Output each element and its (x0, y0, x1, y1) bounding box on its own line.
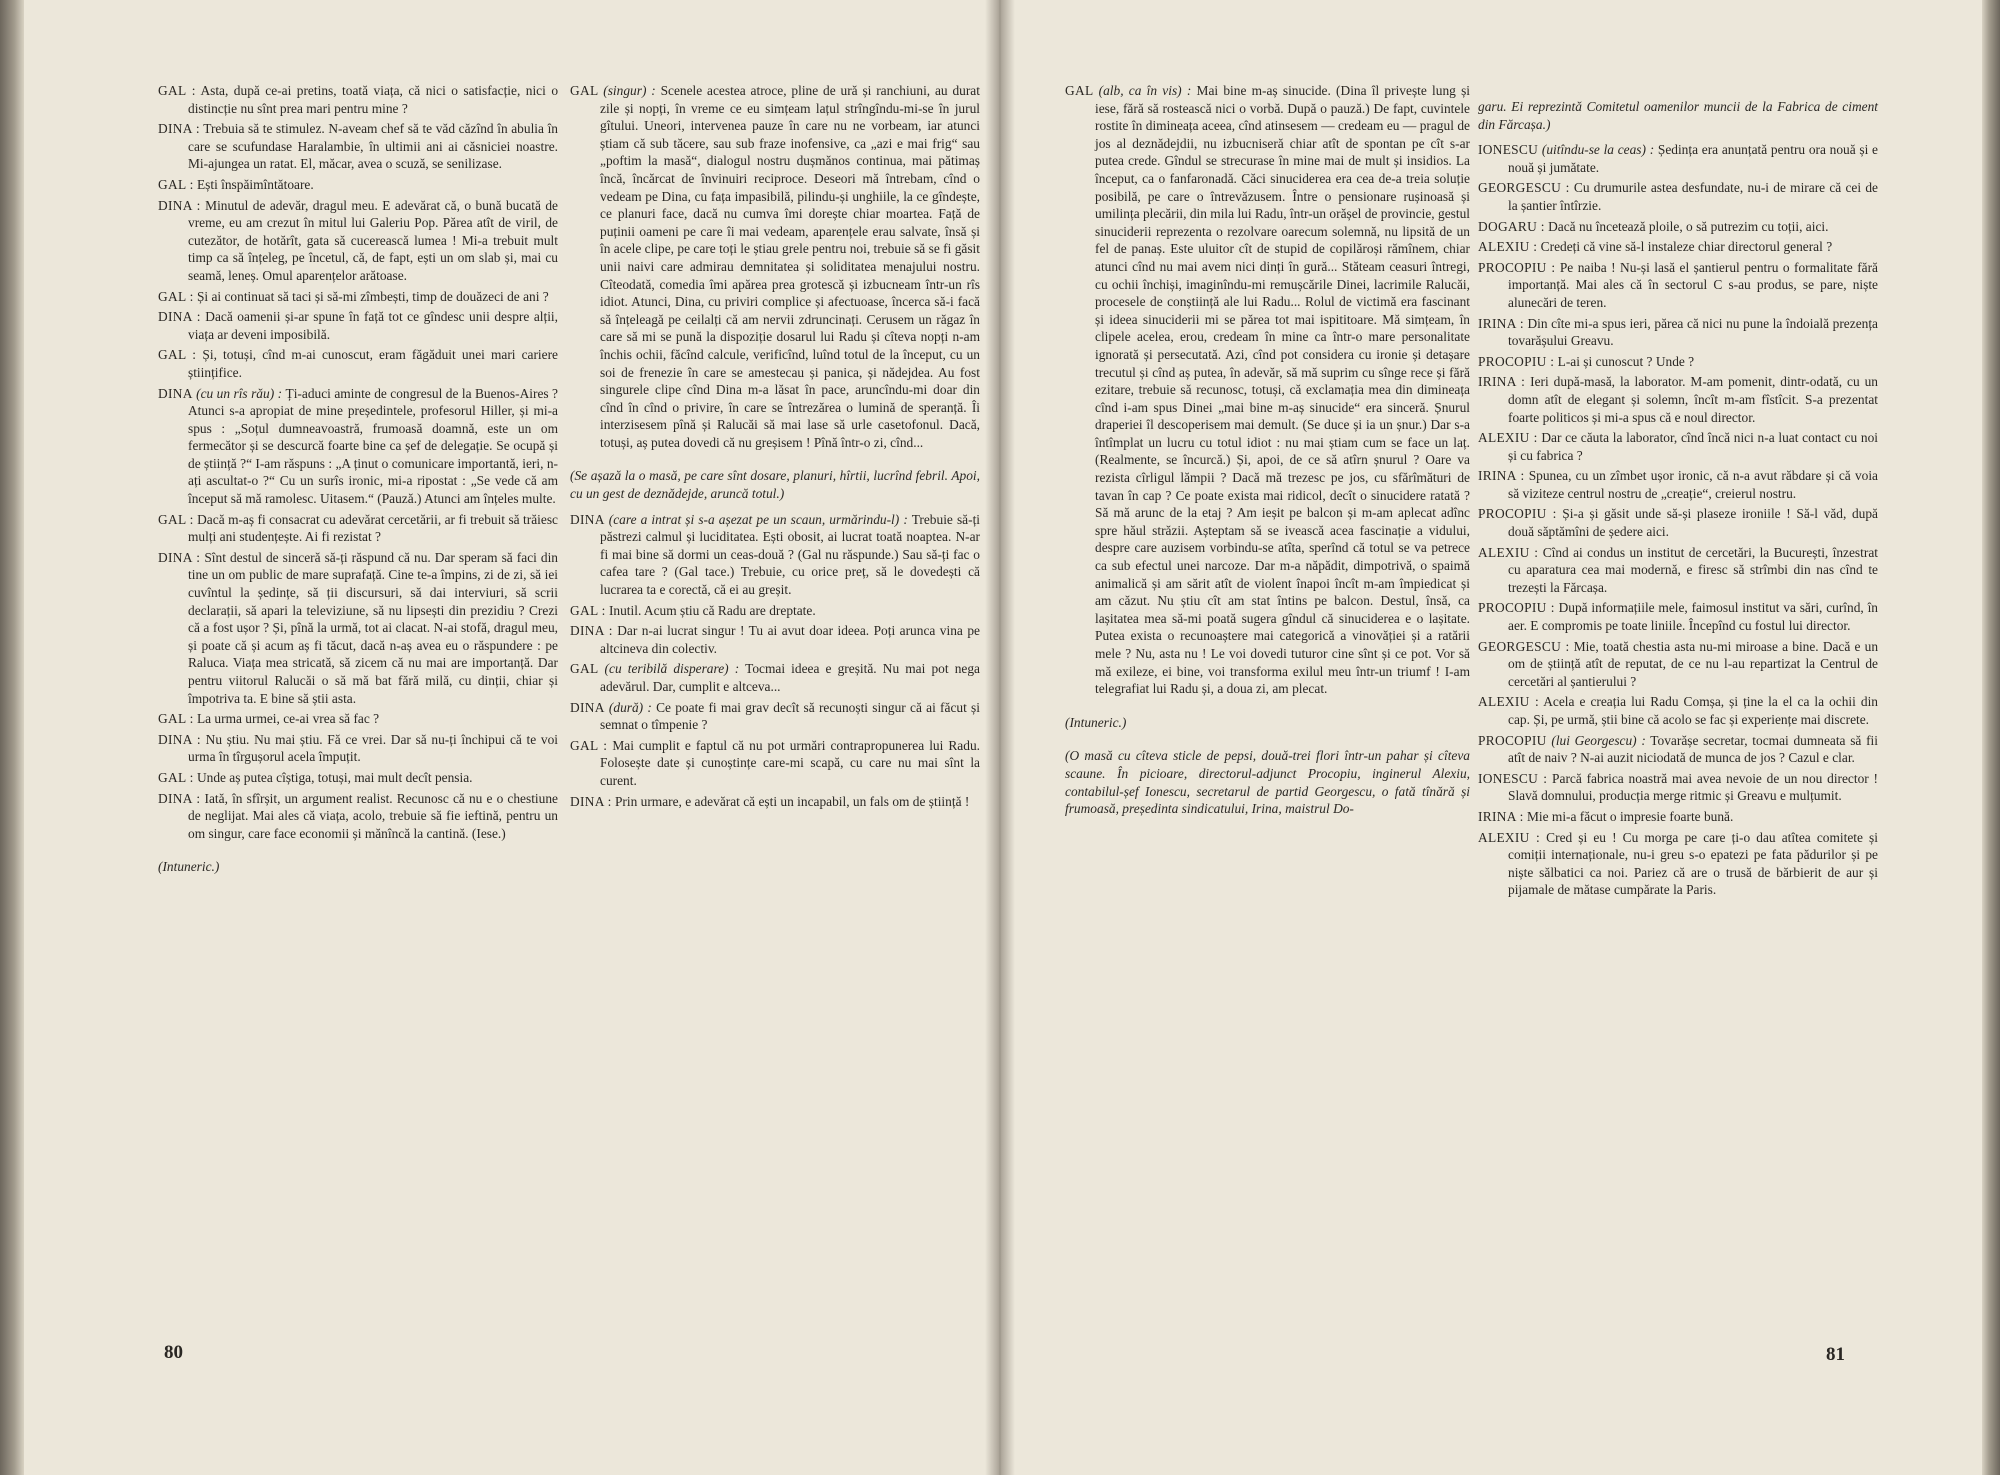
script-paragraph (1478, 732, 1878, 767)
dialogue-text: Spunea, cu un zîmbet ușor ironic, că n-a avut răbdare și că voia să viziteze centrul nostru de „creație“, creierul nostru. (1508, 468, 1878, 501)
dialogue-text: Cu drumurile astea desfundate, nu-i de mirare că cei de la șantier întîrzie. (1508, 180, 1878, 213)
script-paragraph (1065, 747, 1470, 817)
speaker-name: DINA (570, 511, 605, 527)
stage-direction: (alb, ca în vis) : (1098, 83, 1192, 98)
stage-direction: (O masă cu cîteva sticle de pepsi, două-trei flori într-un pahar și cîteva scaune. În picioare, directorul-adjunct Procopiu, inginerul Alexiu, contabilul-șef Ionescu, secretarul de partid Georgescu, o fată tînără și frumoasă, președinta sindicatului, Irina, maistrul Do- (1065, 748, 1470, 817)
speaker-name: GAL : (158, 711, 194, 727)
script-paragraph (570, 793, 980, 811)
stage-direction: (care a intrat și s-a așezat pe un scaun, urmărindu-l) : (608, 511, 908, 527)
dialogue-text: Dar n-ai lucrat singur ! Tu ai avut doar ideea. Poți arunca vina pe altcineva din colectiv. (600, 623, 980, 656)
speaker-name: ALEXIU : (1478, 544, 1539, 560)
script-paragraph (158, 731, 558, 766)
dialogue-text: Din cîte mi-a spus ieri, părea că nici nu pune la îndoială prezența tovarășului Greavu. (1508, 315, 1879, 349)
speaker-name: DINA : (158, 309, 201, 325)
dialogue-text: Dacă oamenii și-ar spune în față tot ce gîndesc unii despre alții, viața ar deveni imposibilă. (188, 309, 558, 342)
dialogue-text: Ți-aduci aminte de congresul de la Buenos-Aires ? Atunci s-a apropiat de mine președintele, profesorul Hiller, și mi-a spus : „Soțul dumneavoastră, frumoasă doamnă, este un om fermecător și se descurcă foarte bine ca șef de delegație. Se ocupă și de știință ?“ I-am răspuns : „A ținut o comunicare importantă, ieri, n-ați ascultat-o ?“ Cu un surîs ironic, mi-a ripostat : „Se vede că am început să mă ramolesc. Uitasem.“ (Pauză.) Atunci am înțeles multe. (188, 385, 558, 507)
left-page (24, 0, 1000, 1475)
dialogue-text: Și, totuși, cînd m-ai cunoscut, eram făgăduit unei mari cariere științifice. (188, 347, 558, 380)
right-page (1000, 0, 1982, 1475)
speaker-name: DINA : (158, 549, 201, 565)
speaker-name: GAL (570, 83, 599, 98)
stage-direction: (uitîndu-se la ceas) : (1541, 142, 1655, 158)
page-number-left: 80 (164, 1342, 183, 1363)
dialogue-text: Nu știu. Nu mai știu. Fă ce vrei. Dar să nu-ți închipui că te voi urma în tîrgușorul acela împuțit. (188, 731, 559, 765)
speaker-name: ALEXIU : (1478, 694, 1539, 710)
dialogue-text: Mie, toată chestia asta nu-mi miroase a bine. Dacă e un om de știință atît de reputat, de ce nu l-au repartizat la Centrul de cercetări al șantierului ? (1508, 638, 1879, 689)
dialogue-text: Și-a și găsit unde să-și plaseze ironiile ! Să-l văd, după două săptămîni de ședere aici. (1508, 506, 1878, 540)
book-binding-left (0, 0, 24, 1475)
dialogue-text: Iată, în sfîrșit, un argument realist. Recunosc că nu e o chestiune de neglijat. Mai ales că viața, acolo, trebuie să fie ieftină, pentru un om singur, care face economii și mănîncă la cantină. (Iese.) (188, 790, 558, 841)
dialogue-text: Tovarășe secretar, tocmai dumneata să fii atît de naiv ? N-ai auzit niciodată de munca de jos ? Cazul e clar. (1508, 732, 1878, 766)
script-paragraph (1478, 98, 1878, 133)
book-gutter (985, 0, 1015, 1475)
dialogue-text: Parcă fabrica noastră mai avea nevoie de un nou director ! Slavă domnului, producția merge ritmic și Greavu e mulțumit. (1508, 770, 1879, 804)
page-number-right: 81 (1826, 1344, 1845, 1365)
dialogue-text: Prin urmare, e adevărat că ești un incapabil, un fals om de știință ! (614, 793, 970, 809)
dialogue-text: Cred și eu ! Cu morga pe care ți-o dau atîtea comitete și comiții internaționale, nu-i greu s-o epatezi pe fata pădurilor și pe niște sălbatici ca noi. Pariez că are o trusă de bărbierit de aur și pijamale de mătase cumpărate la Paris. (1508, 829, 1878, 898)
speaker-name: PROCOPIU : (1478, 600, 1555, 616)
script-paragraph (158, 197, 558, 285)
script-paragraph (158, 82, 558, 117)
stage-direction: (cu teribilă disperare) : (604, 661, 740, 677)
script-paragraph (158, 710, 558, 728)
script-paragraph (570, 622, 980, 657)
script-paragraph (1478, 638, 1878, 691)
script-paragraph (1478, 179, 1878, 214)
dialogue-text: Acela e creația lui Radu Comșa, și ține la el ca la ochii din cap. Și, pe urmă, știi bine că acolo se fac și experiențe mai discrete. (1508, 694, 1878, 727)
stage-direction: (lui Georgescu) : (1551, 732, 1646, 748)
speaker-name: PROCOPIU : (1478, 506, 1557, 522)
script-paragraph (1478, 429, 1878, 464)
script-paragraph (570, 737, 980, 790)
script-paragraph (1478, 373, 1878, 426)
speaker-name: PROCOPIU (1478, 732, 1547, 748)
book-binding-right (1982, 0, 2000, 1475)
column-3 (1065, 82, 1470, 826)
script-paragraph (1478, 238, 1878, 256)
script-paragraph (158, 120, 558, 173)
speaker-name: DINA : (158, 121, 200, 137)
speaker-name: GAL : (158, 288, 194, 304)
script-paragraph (158, 549, 558, 707)
speaker-name: GEORGESCU : (1478, 180, 1570, 196)
speaker-name: GAL : (158, 83, 196, 98)
speaker-name: PROCOPIU : (1478, 353, 1555, 369)
speaker-name: GAL : (570, 737, 608, 753)
stage-direction: (dură) : (608, 699, 652, 715)
script-paragraph (158, 346, 558, 381)
script-paragraph (570, 602, 980, 620)
speaker-name: GAL : (158, 347, 197, 363)
speaker-name: PROCOPIU : (1478, 259, 1556, 275)
script-paragraph (158, 308, 558, 343)
dialogue-text: Mai cumplit e faptul că nu pot urmări contrapropunerea lui Radu. Folosește date și cunoștințe care-mi scapă, cu care nu mai sînt la curent. (600, 737, 980, 788)
dialogue-text: Ești înspăimîntătoare. (196, 176, 314, 192)
dialogue-text: Dacă m-aș fi consacrat cu adevărat cercetării, ar fi trebuit să trăiesc mulți ani studențește. Ai fi rezistat ? (188, 511, 558, 545)
dialogue-text: Trebuie să-ți păstrezi calmul și luciditatea. Ești obosit, ai lucrat toată noaptea. N-ar fi mai bine să dormi un ceas-două ? (Gal nu răspunde.) Sau să-ți fac o cafea tare ? (Gal tace.) Trebuie, cu orice preț, să le dovedești că lucrarea ta e corectă, că ei au greșit. (600, 511, 981, 598)
dialogue-text: Mai bine m-aș sinucide. (Dina îl privește lung și iese, fără să rostească nici o vorbă. După o pauză.) De fapt, cuvintele rostite în dimineața aceea, cînd atinsesem — credeam eu — pragul de jos al deznădejdii, nu izbucniseră chiar atît de spontan pe cît s-ar putea crede. Gîndul se strecurase în mine mai de mult și insidios. La început, ca o fanfaronadă. Căci sinuciderea era cea de-a treia soluție posibilă, pe care o întrevăzusem. Între o pensionare rușinoasă și umilința plecării, din mila lui Radu, într-un orășel de provincie, gestul sinuciderii reprezenta o rezolvare oarecum solemnă, nu lipsită de un fel de panaș. Este uluitor cît de stupid de copilăroși rămînem, chiar atunci cînd nu mai avem nici dinți în gură... Stăteam ceasuri întregi, cu ochii închiși, imaginîndu-mi remușcările Dinei, lacrimile Ralucăi, procesele de conștiință ale lui Radu... Rolul de victimă era fascinant și ideea sinuciderii mi se părea tot mai ispititoare. Mă simțeam, în clipele acelea, erou, credeam în mine ca într-o mare personalitate ignorată și persecutată. Azi, cînd pot considera cu ironie și detașare trecutul și cînd aș putea, în adevăr, să mă suprim cu sînge rece și fără ezitare, trebuie să recunosc, totuși, că exclamația mea din dimineața cînd i-am spus Dinei „mai bine m-aș sinucide“ era sinceră. Șnurul draperiei îl descoperisem mai demult. (Se duce și ia un șnur.) Dar s-a întîmplat un lucru cu totul idiot : nu mai știam cum se face un laț. (Realmente, se încurcă.) Și, apoi, de ce să atîrn șnurul ? Oare va rezista cîrligul lămpii ? Dacă mă trezesc pe jos, cu sfărîmături de tavan în cap ? Ce poate exista mai ridicol, decît o sinucidere ratată ? Să mă arunc de la etaj ? Am ieșit pe balcon și m-am aplecat adînc spre hăul străzii. Așteptam să se ivească acea fascinație a vidului, despre care auzisem vorbindu-se atîta, sperînd că totul se va petrece ca sub efectul unei narcoze. Dar m-a năpădit, dimpotrivă, o spaimă animalică și am sărit atît de violent înapoi încît m-am împiedicat și am căzut. Nu știu cît am stat întins pe balcon. Destul, însă, ca lașitatea mea să-mi poată sugera gîndul că sinuciderea e o lașitate. Putea exista o recunoaștere mai categorică a vinovăției și a ratării mele ? Nu, asta nu ! Le voi dovedi tuturor cine sînt și ce pot. Vor să mă exileze, ei bine, voi transforma exilul meu într-un triumf ! I-am telegrafiat lui Radu și, a doua zi, am plecat. (1095, 83, 1471, 697)
script-paragraph (1478, 218, 1878, 236)
stage-direction: garu. Ei reprezintă Comitetul oamenilor muncii de la Fabrica de ciment din Fărcașa.) (1478, 99, 1878, 132)
dialogue-text: Dacă nu încetează ploile, o să putrezim cu toții, aici. (1548, 218, 1829, 234)
dialogue-text: După informațiile mele, faimosul institut va sări, curînd, în aer. E compromis pe toate liniile. Începînd cu fostul lui director. (1508, 600, 1878, 634)
stage-direction: (cu un rîs rău) : (196, 385, 283, 401)
stage-direction: (Intuneric.) (158, 859, 220, 875)
dialogue-text: Mie mi-a făcut o impresie foarte bună. (1526, 808, 1734, 824)
script-paragraph (1478, 770, 1878, 805)
script-paragraph (1478, 808, 1878, 826)
script-paragraph (1478, 829, 1878, 899)
speaker-name: DINA (570, 699, 605, 715)
speaker-name: DINA : (158, 731, 201, 747)
speaker-name: IONESCU : (1478, 770, 1548, 786)
dialogue-text: Ieri după-masă, la laborator. M-am pomenit, dintr-odată, cu un domn atît de elegant și solemn, încît m-am fîstîcit. S-a prezentat foarte politicos și mi-a spus că e noul director. (1508, 374, 1878, 425)
script-paragraph (158, 769, 558, 787)
speaker-name: IRINA : (1478, 468, 1525, 484)
speaker-name: IONESCU (1478, 142, 1539, 158)
script-paragraph (1478, 693, 1878, 728)
stage-direction: (Se așază la o masă, pe care sînt dosare, planuri, hîrtii, lucrînd febril. Apoi, cu un gest de deznădejde, aruncă totul.) (570, 468, 980, 502)
dialogue-text: Pe naiba ! Nu-și lasă el șantierul pentru o formalitate fără importanță. Mai ales că în sectorul C s-au produs, se pare, niște alunecări de teren. (1508, 259, 1878, 310)
script-paragraph (158, 385, 558, 508)
script-paragraph (1478, 599, 1878, 634)
dialogue-text: Sînt destul de sinceră să-ți răspund că nu. Dar speram să faci din tine un om public de mare suprafață. Cine te-a împins, zi de zi, să iei cuvîntul la ședințe, să ții discursuri, să dai interviuri, să scrii declarații, să apari la televiziune, să nu lipsești din prezidiu ? Crezi că a fost ușor ? Și, pînă la urmă, tot ai clacat. N-ai stofă, dragul meu, și poate că și acum aș fi tăcut, dacă n-aș avea eu o răspundere : pe Raluca. Viața mea stricată, să zicem că nu mai are importanță. Dar pentru viitorul Ralucăi o să mă bat fără milă, cu dinții, chiar și împotriva ta. E bine să știi asta. (188, 549, 558, 706)
dialogue-text: Inutil. Acum știu că Radu are dreptate. (608, 602, 816, 618)
script-paragraph (570, 699, 980, 734)
script-paragraph (158, 288, 558, 306)
speaker-name: IRINA : (1478, 315, 1524, 331)
speaker-name: ALEXIU : (1478, 430, 1538, 446)
script-paragraph (570, 511, 980, 599)
script-paragraph (158, 176, 558, 194)
script-paragraph (158, 790, 558, 843)
speaker-name: DINA : (158, 790, 201, 806)
speaker-name: DOGARU : (1478, 218, 1545, 234)
script-paragraph (1478, 141, 1878, 176)
dialogue-text: Trebuia să te stimulez. N-aveam chef să te văd căzînd în abulia în care se scufundase Haralambie, în ultimii ani ai căsniciei noastre. Mi-ajungea un ratat. El, măcar, avea o scuză, se senilizase. (188, 121, 558, 172)
script-paragraph (1478, 353, 1878, 371)
dialogue-text: Și ai continuat să taci și să-mi zîmbești, timp de douăzeci de ani ? (196, 288, 549, 304)
speaker-name: DINA : (570, 623, 613, 639)
speaker-name: GAL (570, 661, 599, 677)
dialogue-text: Minutul de adevăr, dragul meu. E adevărat că, o bună bucată de vreme, eu am crezut în mitul lui Galeriu Pop. Părea atît de viril, de cutezător, de hotărît, gata să cucerească lumea ! Mi-a trebuit mult timp ca să înțeleg, pe încetul, că, de fapt, ești un om slab și, mai cu seamă, leneș. Omul aparențelor arătoase. (188, 197, 558, 283)
script-paragraph (158, 511, 558, 546)
script-paragraph (570, 82, 980, 451)
script-paragraph (158, 858, 558, 876)
script-paragraph (1065, 714, 1470, 732)
script-paragraph (1478, 544, 1878, 597)
speaker-name: IRINA : (1478, 808, 1524, 824)
dialogue-text: Cînd ai condus un institut de cercetări, la București, înzestrat cu aparatura cea mai modernă, e firesc să strîmbi din nas cînd te trezești la Fărcașa. (1508, 544, 1878, 595)
speaker-name: GAL (1065, 83, 1094, 98)
speaker-name: ALEXIU : (1478, 829, 1541, 845)
speaker-name: GAL : (158, 511, 194, 527)
dialogue-text: Asta, după ce-ai pretins, toată viața, că nici o satisfacție, nici o distincție nu sînt prea mari pentru mine ? (188, 83, 559, 116)
speaker-name: DINA : (570, 793, 612, 809)
speaker-name: GAL : (158, 769, 194, 785)
speaker-name: IRINA : (1478, 374, 1526, 390)
column-4 (1478, 82, 1878, 902)
column-1 (158, 82, 558, 884)
script-paragraph (570, 467, 980, 502)
speaker-name: DINA : (158, 197, 201, 213)
dialogue-text: Dar ce căuta la laborator, cînd încă nici n-a luat contact cu noi și cu fabrica ? (1508, 430, 1878, 463)
speaker-name: ALEXIU : (1478, 239, 1538, 255)
column-2 (570, 82, 980, 813)
speaker-name: GAL : (158, 176, 194, 192)
dialogue-text: L-ai și cunoscut ? Unde ? (1557, 353, 1695, 369)
speaker-name: DINA (158, 385, 193, 401)
dialogue-text: La urma urmei, ce-ai vrea să fac ? (196, 711, 380, 727)
dialogue-text: Unde aș putea cîștiga, totuși, mai mult decît pensia. (196, 769, 473, 785)
script-paragraph (570, 660, 980, 695)
dialogue-text: Credeți că vine să-l instaleze chiar directorul general ? (1540, 239, 1833, 255)
script-paragraph (1478, 505, 1878, 540)
script-paragraph (1478, 315, 1878, 350)
script-paragraph (1478, 259, 1878, 312)
stage-direction: (Intuneric.) (1065, 714, 1127, 730)
script-paragraph (1065, 82, 1470, 698)
stage-direction: (singur) : (603, 83, 656, 98)
dialogue-text: Scenele acestea atroce, pline de ură și ranchiuni, au durat zile și nopți, în vreme ce eu simțeam lațul strîngîndu-mi-se în jurul gîtului. Uneori, intervenea pauze în care nu ne vorbeam, iar atunci știam că sub tăcere, sau sub fraze inofensive, ca „azi e mai frig“ sau „poftim la masă“, dialogul nostru dușmănos continua, mai pătimaș încă, încărcat de învinuiri reciproce. Deseori mă întrebam, cînd o vedeam pe Dina, cu fața impasibilă, pilindu-și unghiile, la ce gîndește, ce planuri face, dacă nu cumva îmi dorește chiar moartea. Față de puținii oameni pe care îi mai vedeam, aparențele erau salvate, însă și în acele clipe, pe care toți le știau grele pentru noi, trebuie să se fi găsit unii naivi care admirau demnitatea și soliditatea menajului nostru. Cîteodată, comedia îmi apărea prea grotescă și izbucneam într-un rîs idiot. Atunci, Dina, cu priviri complice și afectuoase, încerca să-i facă să înțeleagă pe ceilalți că am nervii zdruncinați. Cerusem un răgaz în care să mi se pună la dispoziție dosarul lui Radu și cîteva nopți n-am închis ochii, făcînd calcule, verificînd, luînd totul de la început, cu un soi de frenezie în care se amestecau și panica, și nădejdea. Au fost singurele clipe cînd Dina m-a lăsat în pace, aruncîndu-mi doar din cînd în cînd o privire, în care se întrezărea o lumină de speranță. Îi interzisesem pînă și Ralucăi să mai lase să urle casetofonul. Dacă, totuși, aș putea dovedi că nu greșisem ! Pînă într-o zi, cînd... (600, 83, 980, 450)
speaker-name: GEORGESCU : (1478, 638, 1570, 654)
dialogue-text: Ce poate fi mai grav decît să recunoști singur că ai făcut și semnat o tîmpenie ? (600, 699, 980, 733)
dialogue-text: Ședința era anunțată pentru ora nouă și e nouă și jumătate. (1508, 142, 1878, 175)
speaker-name: GAL : (570, 602, 606, 618)
dialogue-text: Tocmai ideea e greșită. Nu mai pot nega adevărul. Dar, cumplit e altceva... (600, 661, 980, 694)
script-paragraph (1478, 467, 1878, 502)
